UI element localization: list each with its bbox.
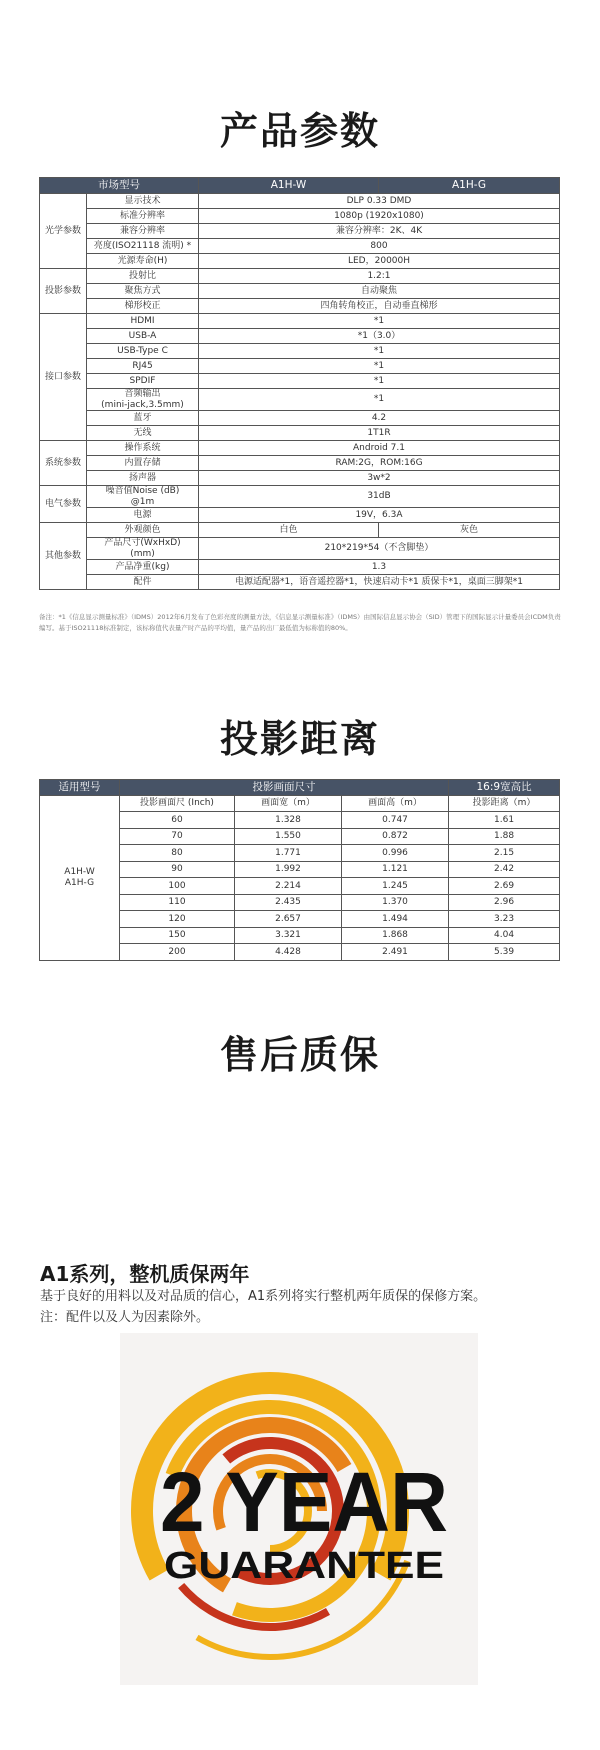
params-label: USB-A (87, 329, 199, 344)
distance-cell: 200 (120, 944, 235, 961)
params-value: 1.2:1 (199, 269, 560, 284)
header-model: 适用型号 (40, 780, 120, 796)
params-value: 自动聚焦 (199, 284, 560, 299)
warranty-description: 基于良好的用料以及对品质的信心，A1系列将实行整机两年质保的保修方案。 (40, 1289, 487, 1304)
distance-cell: 1.868 (342, 927, 449, 944)
header-screen-size: 投影画面尺寸 (120, 780, 449, 796)
distance-cell: 90 (120, 861, 235, 878)
params-label: 聚焦方式 (87, 284, 199, 299)
params-value: *1 (199, 359, 560, 374)
params-row (40, 314, 560, 329)
badge-big-text: 2 YEAR (160, 1455, 448, 1549)
params-category: 电气参数 (40, 486, 87, 523)
params-value: 31dB (199, 486, 560, 508)
params-note: 备注：*1《信息显示测量标准》（IDMS）2012年6月发布了色彩亮度的测量方法，《信息显示测量标准》（IDMS）由国际信息显示协会（SID）管理下的国际显示计量委员会ICDM负责编写。基于ISO21118标准制定，该标称值代表量产时产品的平均值，量产品的出厂最低值为标称值的80%。 (39, 613, 561, 632)
params-label: 亮度(ISO21118 流明) * (87, 239, 199, 254)
params-value-g: 灰色 (379, 523, 560, 538)
distance-cell: 3.321 (235, 927, 342, 944)
distance-cell: 2.657 (235, 911, 342, 928)
params-row (40, 456, 560, 471)
params-category: 投影参数 (40, 269, 87, 314)
distance-cell: 120 (120, 911, 235, 928)
params-value: 210*219*54（不含脚垫） (199, 538, 560, 560)
params-row (40, 411, 560, 426)
params-row (40, 389, 560, 411)
distance-cell: 70 (120, 828, 235, 845)
distance-cell: 4.04 (449, 927, 560, 944)
distance-cell: 0.996 (342, 845, 449, 862)
params-row (40, 299, 560, 314)
distance-table (39, 779, 560, 961)
params-row (40, 344, 560, 359)
params-category: 接口参数 (40, 314, 87, 441)
params-row (40, 374, 560, 389)
params-row (40, 254, 560, 269)
params-row (40, 359, 560, 374)
header-a1h-g: A1H-G (379, 178, 560, 194)
distance-subheader-cell: 投影画面尺 (Inch) (120, 796, 235, 812)
distance-cell: 1.494 (342, 911, 449, 928)
params-value: 19V，6.3A (199, 508, 560, 523)
distance-cell: 0.747 (342, 812, 449, 829)
params-label: 投射比 (87, 269, 199, 284)
distance-subheader-cell: 投影距离（m） (449, 796, 560, 812)
params-value: 4.2 (199, 411, 560, 426)
params-label: 电源 (87, 508, 199, 523)
params-row (40, 471, 560, 486)
header-market-model: 市场型号 (40, 178, 199, 194)
params-title: 产品参数 (219, 109, 380, 153)
params-row (40, 209, 560, 224)
params-label: 扬声器 (87, 471, 199, 486)
params-label: 噪音值Noise (dB) @1m (87, 486, 199, 508)
header-aspect: 16:9宽高比 (449, 780, 560, 796)
distance-cell: 150 (120, 927, 235, 944)
params-value: RAM:2G，ROM:16G (199, 456, 560, 471)
params-table (39, 177, 560, 590)
guarantee-badge-graphic (120, 1333, 478, 1685)
params-row (40, 284, 560, 299)
distance-cell: 0.872 (342, 828, 449, 845)
header-a1h-w: A1H-W (199, 178, 379, 194)
params-label: 无线 (87, 426, 199, 441)
distance-cell: 1.992 (235, 861, 342, 878)
distance-cell: 2.15 (449, 845, 560, 862)
distance-cell: 1.328 (235, 812, 342, 829)
params-label: 蓝牙 (87, 411, 199, 426)
distance-cell: 5.39 (449, 944, 560, 961)
params-label: 兼容分辨率 (87, 224, 199, 239)
params-label: 操作系统 (87, 441, 199, 456)
warranty-exclusion-note: 注：配件以及人为因素除外。 (40, 1310, 210, 1325)
distance-subheader-row (40, 796, 560, 812)
params-value: *1 (199, 389, 560, 411)
params-label: 配件 (87, 575, 199, 590)
params-row (40, 194, 560, 209)
params-label: RJ45 (87, 359, 199, 374)
params-label: SPDIF (87, 374, 199, 389)
params-value-w: 白色 (199, 523, 379, 538)
params-value: LED，20000H (199, 254, 560, 269)
badge-small-text: GUARANTEE (164, 1545, 444, 1587)
params-row (40, 239, 560, 254)
params-category: 系统参数 (40, 441, 87, 486)
params-value: 3w*2 (199, 471, 560, 486)
params-row (40, 486, 560, 508)
distance-header-row (40, 780, 560, 796)
params-label: HDMI (87, 314, 199, 329)
params-value: *1 (199, 344, 560, 359)
distance-cell: 1.61 (449, 812, 560, 829)
distance-cell: 60 (120, 812, 235, 829)
params-value: 1080p (1920x1080) (199, 209, 560, 224)
params-label: 音频输出 (mini-jack,3.5mm) (87, 389, 199, 411)
distance-title: 投影距离 (219, 717, 380, 761)
params-label: 外观颜色 (87, 523, 199, 538)
distance-cell: 2.214 (235, 878, 342, 895)
params-row (40, 224, 560, 239)
distance-cell: 1.245 (342, 878, 449, 895)
params-label: 显示技术 (87, 194, 199, 209)
params-label: 产品尺寸(WxHxD) (mm) (87, 538, 199, 560)
params-label: 梯形校正 (87, 299, 199, 314)
params-row (40, 269, 560, 284)
params-value: 1T1R (199, 426, 560, 441)
params-row (40, 508, 560, 523)
params-row (40, 329, 560, 344)
params-value: 四角转角校正，自动垂直梯形 (199, 299, 560, 314)
distance-cell: 2.435 (235, 894, 342, 911)
params-label: 标准分辨率 (87, 209, 199, 224)
params-row (40, 538, 560, 560)
params-value: *1 (199, 374, 560, 389)
params-label: 光源寿命(H) (87, 254, 199, 269)
params-value: 电源适配器*1，语音遥控器*1，快速启动卡*1 质保卡*1，桌面三脚架*1 (199, 575, 560, 590)
distance-models: A1H-W A1H-G (40, 796, 120, 961)
params-row (40, 426, 560, 441)
params-value: 1.3 (199, 560, 560, 575)
distance-cell: 4.428 (235, 944, 342, 961)
distance-cell: 110 (120, 894, 235, 911)
params-header-row (40, 178, 560, 194)
params-label: 产品净重(kg) (87, 560, 199, 575)
params-label: 内置存储 (87, 456, 199, 471)
params-category: 其他参数 (40, 523, 87, 590)
distance-cell: 1.121 (342, 861, 449, 878)
params-row (40, 441, 560, 456)
warranty-heading: A1系列，整机质保两年 (40, 1262, 250, 1286)
warranty-title: 售后质保 (219, 1033, 380, 1077)
distance-cell: 2.96 (449, 894, 560, 911)
distance-cell: 2.69 (449, 878, 560, 895)
params-category: 光学参数 (40, 194, 87, 269)
distance-cell: 80 (120, 845, 235, 862)
distance-cell: 2.42 (449, 861, 560, 878)
params-value: DLP 0.33 DMD (199, 194, 560, 209)
guarantee-badge (120, 1333, 478, 1685)
params-row (40, 575, 560, 590)
distance-cell: 1.550 (235, 828, 342, 845)
params-row (40, 523, 560, 538)
distance-cell: 3.23 (449, 911, 560, 928)
params-value: 800 (199, 239, 560, 254)
params-row (40, 560, 560, 575)
distance-subheader-cell: 画面高（m） (342, 796, 449, 812)
params-label: USB-Type C (87, 344, 199, 359)
distance-cell: 1.771 (235, 845, 342, 862)
params-value: 兼容分辨率：2K、4K (199, 224, 560, 239)
distance-cell: 1.370 (342, 894, 449, 911)
params-value: Android 7.1 (199, 441, 560, 456)
distance-cell: 100 (120, 878, 235, 895)
params-value: *1（3.0） (199, 329, 560, 344)
distance-cell: 1.88 (449, 828, 560, 845)
params-value: *1 (199, 314, 560, 329)
distance-cell: 2.491 (342, 944, 449, 961)
distance-subheader-cell: 画面宽（m） (235, 796, 342, 812)
